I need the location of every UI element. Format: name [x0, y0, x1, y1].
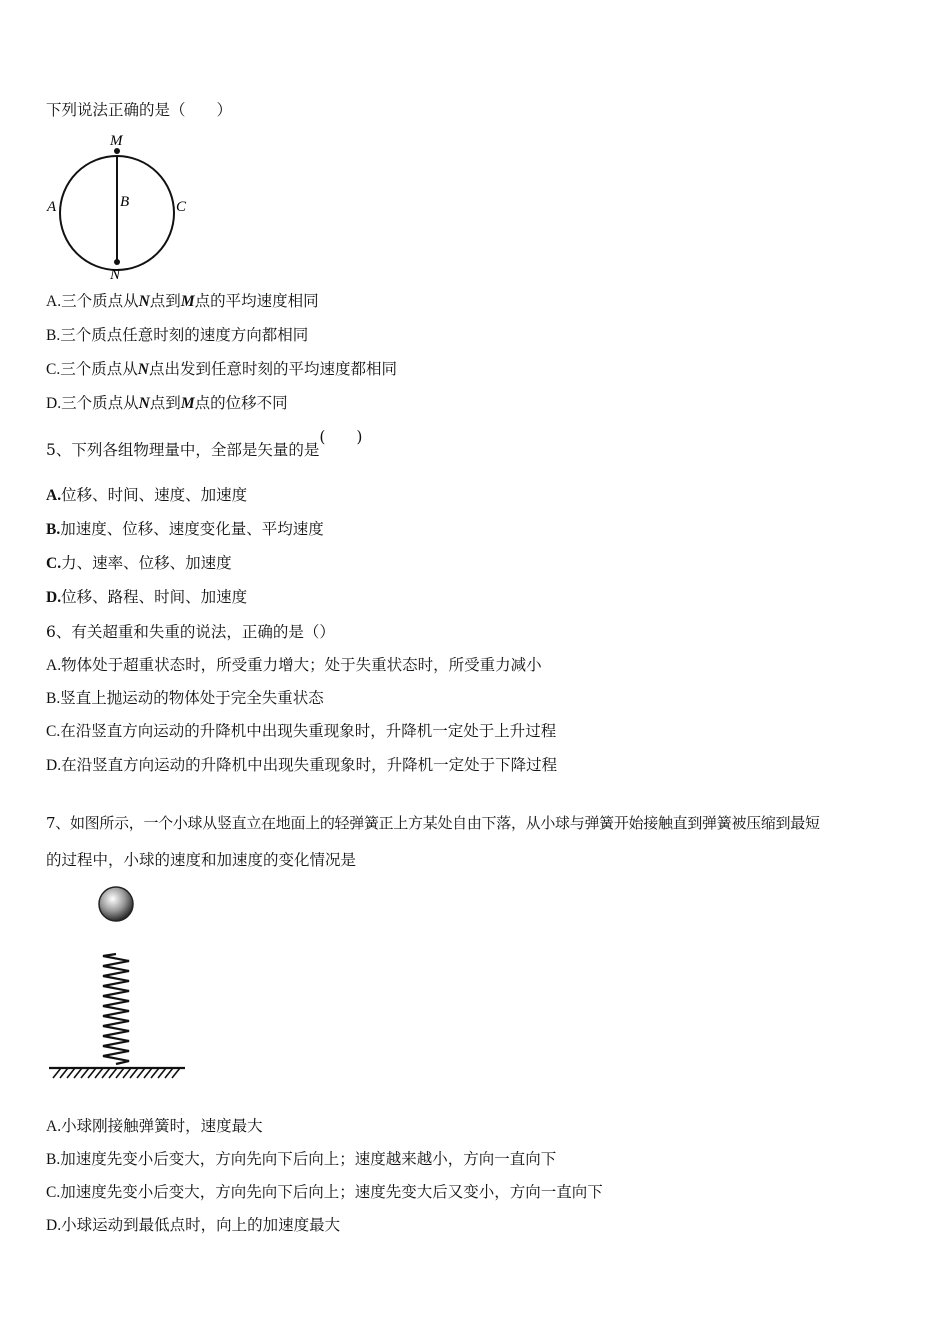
q6-stem: 6、有关超重和失重的说法，正确的是（）	[46, 623, 335, 641]
q7-stem-line1: 7、如图所示，一个小球从竖直立在地面上的轻弹簧正上方某处自由下落，从小球与弹簧开始接触直到弹簧被压缩到最短	[46, 814, 820, 832]
q5-option-d: D.位移、路程、时间、加速度	[46, 588, 248, 606]
label-a: A	[47, 199, 57, 215]
q6-option-c: C.在沿竖直方向运动的升降机中出现失重现象时，升降机一定处于上升过程	[46, 722, 557, 740]
q7-option-c: C.加速度先变小后变大，方向先向下后向上；速度先变大后又变小，方向一直向下	[46, 1183, 603, 1201]
label-c: C	[176, 199, 187, 215]
q6-option-b: B.竖直上抛运动的物体处于完全失重状态	[46, 689, 324, 707]
spring	[103, 954, 129, 1064]
circle-figure	[40, 128, 200, 283]
label-m: M	[110, 133, 123, 149]
q5-stem: 5、下列各组物理量中，全部是矢量的是( )	[46, 428, 363, 459]
point-n-dot	[114, 259, 120, 265]
q7-option-a: A.小球刚接触弹簧时，速度最大	[46, 1117, 263, 1135]
q6-option-d: D.在沿竖直方向运动的升降机中出现失重现象时，升降机一定处于下降过程	[46, 756, 558, 774]
q7-option-b: B.加速度先变小后变大，方向先向下后向上；速度越来越小，方向一直向下	[46, 1150, 557, 1168]
q4-stem: 下列说法正确的是（ ）	[46, 101, 233, 119]
q4-option-c: C.三个质点从N点出发到任意时刻的平均速度都相同	[46, 360, 397, 378]
ball-spring-figure	[45, 880, 190, 1085]
q5-option-b: B.加速度、位移、速度变化量、平均速度	[46, 520, 324, 538]
q5-paren: ( )	[319, 428, 363, 446]
q5-option-a: A.位移、时间、速度、加速度	[46, 486, 248, 504]
q6-option-a: A.物体处于超重状态时，所受重力增大；处于失重状态时，所受重力减小	[46, 656, 542, 674]
q4-option-a: A.三个质点从N点到M点的平均速度相同	[46, 292, 319, 310]
q5-option-c: C.力、速率、位移、加速度	[46, 554, 232, 572]
ground-hatching	[53, 1068, 180, 1078]
q7-option-d: D.小球运动到最低点时，向上的加速度最大	[46, 1216, 341, 1234]
ball	[99, 887, 133, 921]
label-b: B	[120, 194, 130, 210]
q7-stem-line2: 的过程中，小球的速度和加速度的变化情况是	[46, 851, 357, 869]
q4-option-d: D.三个质点从N点到M点的位移不同	[46, 394, 288, 412]
q4-option-b: B.三个质点任意时刻的速度方向都相同	[46, 326, 309, 344]
label-n: N	[110, 267, 121, 283]
